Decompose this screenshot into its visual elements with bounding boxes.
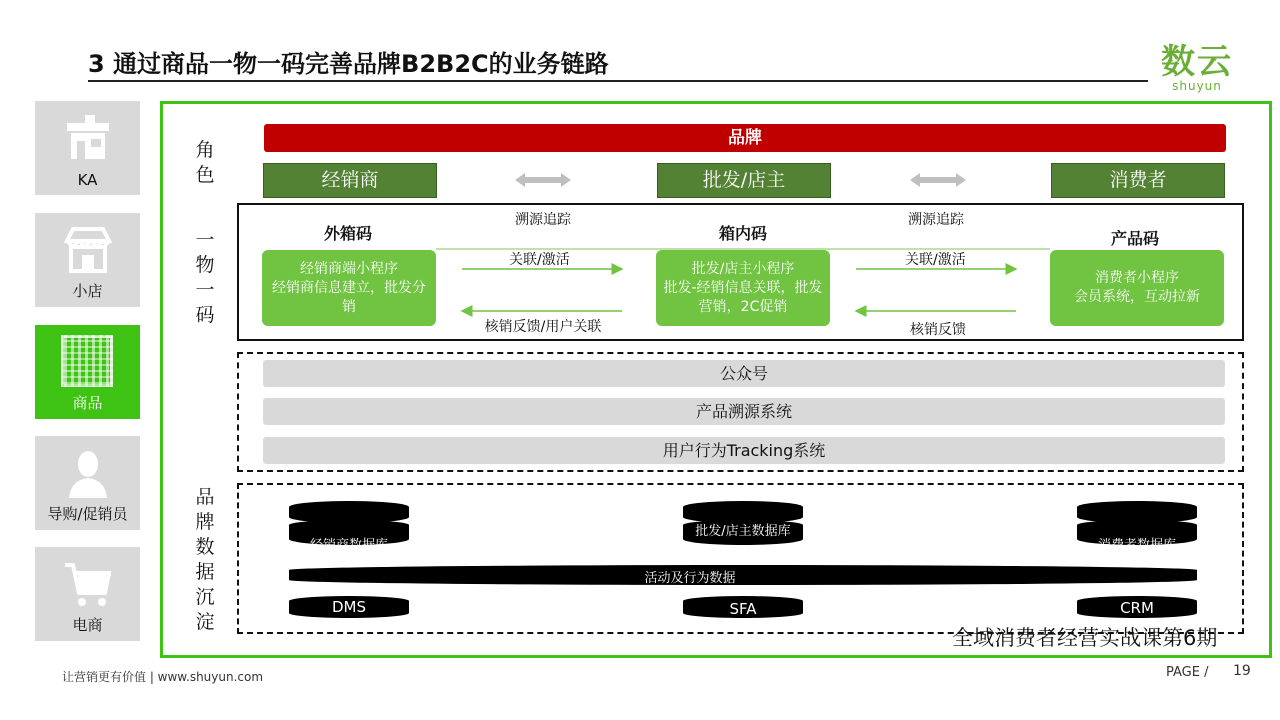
system-user-tracking: 用户行为Tracking系统 [263,437,1225,464]
page-number: 19 [1233,663,1251,679]
sidebar-item-shop[interactable] [35,213,140,307]
page-label: PAGE / [1166,665,1209,680]
shuyun-logo [1152,42,1242,92]
distributor-database-label: 经销商数据库 [309,538,388,553]
code-title-outer-box: 外箱码 [324,224,373,243]
course-caption: 全域消费者经营实战课第6期 [952,626,1218,650]
flow-label-link-right: 关联/激活 [905,252,966,268]
double-arrow-icon [910,172,966,188]
code-title-product: 产品码 [1111,229,1160,248]
sfa-label: SFA [729,600,757,618]
person-icon [61,446,115,500]
section-label-roles: 角色 [195,139,215,186]
role-wholesaler: 批发/店主 [657,163,831,198]
sidebar-item-ecommerce[interactable] [35,547,140,641]
footer-slogan: 让营销更有价值 | www.shuyun.com [62,670,264,684]
logo-english: shuyun [1172,79,1222,93]
flow-label-trace-right: 溯源追踪 [908,212,964,228]
crm-label: CRM [1120,599,1154,617]
wholesaler-database-label: 批发/店主数据库 [695,524,791,539]
dms-label: DMS [331,598,366,616]
role-consumer: 消费者 [1051,163,1225,198]
role-distributor: 经销商 [263,163,437,198]
qr-code-icon [61,335,113,387]
sidebar-item-label: 小店 [72,282,103,300]
brand-bar: 品牌 [264,124,1226,152]
sidebar-item-ka[interactable] [35,101,140,195]
system-product-traceability: 产品溯源系统 [263,398,1225,425]
activity-data-label: 活动及行为数据 [644,571,736,586]
consumer-mini-program-card [1050,250,1224,326]
sidebar-item-label: 商品 [72,394,103,412]
code-title-inner-box: 箱内码 [719,224,768,243]
sidebar-item-label: 导购/促销员 [47,505,128,523]
flow-label-feedback-right: 核销反馈 [910,322,966,338]
distributor-mini-program-card [262,250,436,326]
title-divider [88,80,1148,82]
wholesaler-mini-program-card [656,250,830,326]
shop-awning-icon [61,223,115,277]
store-building-icon [61,111,115,165]
flow-label-link-left: 关联/激活 [509,252,570,268]
double-arrow-icon [515,172,571,188]
database-icon [683,499,803,547]
flow-label-trace-left: 溯源追踪 [515,212,571,228]
consumer-database-label: 消费者数据库 [1097,538,1176,553]
page-title: 3 通过商品一物一码完善品牌B2B2C的业务链路 [88,50,609,78]
logo-chinese: 数云 [1161,42,1233,82]
sidebar-item-label: 电商 [72,616,103,634]
section-label-data: 品牌数据沉淀 [195,486,215,633]
sidebar-item-product[interactable] [35,325,140,419]
sidebar-item-label: KA [77,171,98,189]
card-text: 批发/店主小程序 批发-经销信息关联，批发营销，2C促销 [663,260,823,315]
shopping-cart-icon [61,557,115,611]
flow-label-feedback-left: 核销反馈/用户关联 [484,319,602,335]
card-text: 消费者小程序 会员系统，互动拉新 [1074,270,1200,305]
system-wechat-official-account: 公众号 [263,360,1225,387]
sidebar-item-promoter[interactable] [35,436,140,530]
section-label-codes: 一物一码 [195,229,215,326]
card-text: 经销商端小程序 经销商信息建立，批发分销 [272,260,426,315]
